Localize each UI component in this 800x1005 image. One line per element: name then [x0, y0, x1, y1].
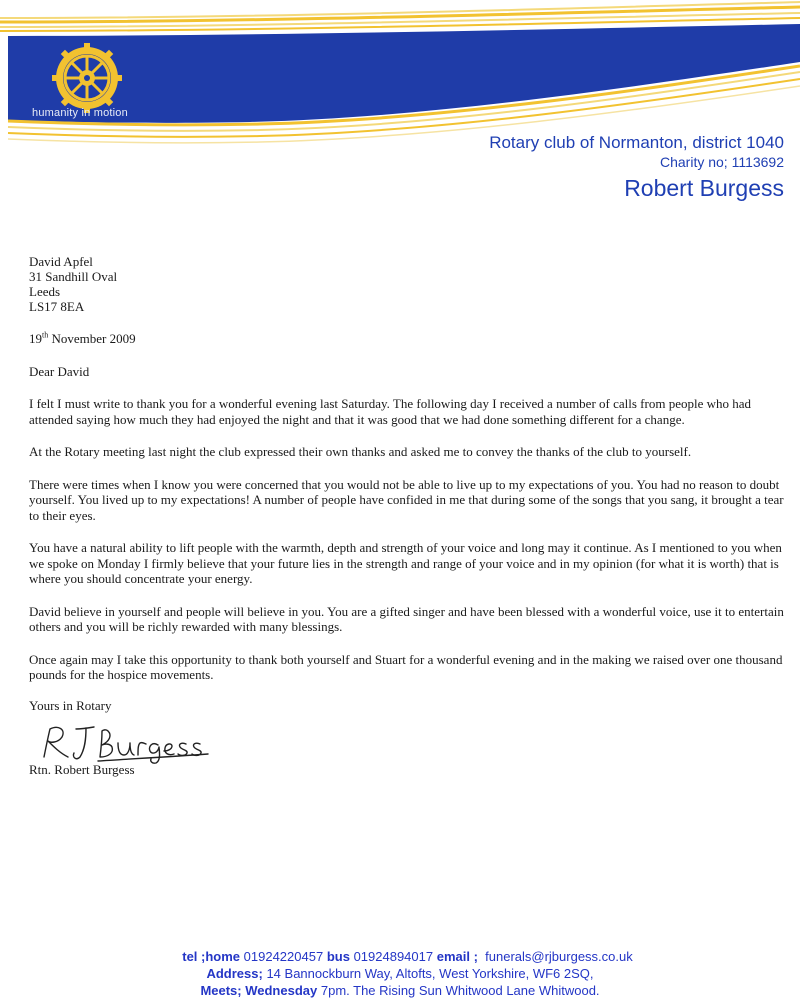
sender-name: Robert Burgess	[624, 175, 784, 201]
address-line: 31 Sandhill Oval	[29, 269, 118, 284]
paragraph: You have a natural ability to lift people with the warmth, depth and strength of your voice and long may it continue. As I mentioned to you when we spoke on Monday I firmly believe that your future lies in the strength and range of your voice and in my opinion (for what it is worth) that is where you should concentrate your energy.	[29, 540, 782, 586]
footer-address: 14 Bannockburn Way, Altofts, West Yorkshire, WF6 2SQ,	[266, 966, 594, 981]
paragraph: At the Rotary meeting last night the club expressed their own thanks and asked me to convey the thanks of the club to yourself.	[29, 444, 692, 459]
tagline: humanity in motion	[32, 107, 128, 119]
footer-meets-line: Meets; Wednesday 7pm. The Rising Sun Whitwood Lane Whitwood.	[200, 983, 600, 998]
email-link[interactable]: funerals@rjburgess.co.uk	[485, 949, 633, 964]
footer-phone-line: tel ;home 01924220457 bus 01924894017 email ; funerals@rjburgess.co.uk	[182, 949, 633, 964]
recipient-address	[29, 254, 789, 314]
closing: Yours in Rotary	[29, 698, 112, 713]
address-line: David Apfel	[29, 254, 93, 269]
letter-date: 19th November 2009	[29, 330, 136, 346]
paragraph: I felt I must write to thank you for a wonderful evening last Saturday. The following day I received a number of calls from people who had attended saying how much they had enjoyed the night and that it was good that we had done something different for a change.	[29, 396, 752, 427]
paragraph: There were times when I know you were concerned that you would not be able to live up to my expectations of you. You had no reason to doubt yourself. You lived up to my expectations! A number of people have confided in me that during some of the songs that you sang, it brought a tear to their eyes.	[29, 476, 784, 523]
address-line: LS17 8EA	[29, 299, 85, 314]
charity-number: Charity no; 1113692	[659, 154, 784, 170]
home-phone: 01924220457	[243, 949, 324, 964]
address-line: Leeds	[29, 284, 61, 299]
footer-address-line: Address; 14 Bannockburn Way, Altofts, West Yorkshire, WF6 2SQ,	[206, 966, 594, 981]
business-phone: 01924894017	[353, 949, 434, 964]
footer-contact	[0, 948, 800, 999]
paragraph: David believe in yourself and people will believe in you. You are a gifted singer and have been blessed with a wonderful voice, use it to entertain others and you will be richly rewarded with many blessings.	[29, 603, 784, 634]
signer-name: Rtn. Robert Burgess	[29, 762, 135, 777]
salutation: Dear David	[29, 363, 90, 379]
footer-meets: 7pm. The Rising Sun Whitwood Lane Whitwood.	[320, 983, 600, 998]
letter-body	[29, 254, 789, 700]
club-name: Rotary club of Normanton, district 1040	[489, 133, 784, 152]
signature	[38, 721, 213, 766]
letterhead-details	[489, 133, 784, 203]
paragraph: Once again may I take this opportunity to thank both yourself and Stuart for a wonderful evening and in the making we raised over one thousand pounds for the hospice movements.	[29, 651, 783, 682]
